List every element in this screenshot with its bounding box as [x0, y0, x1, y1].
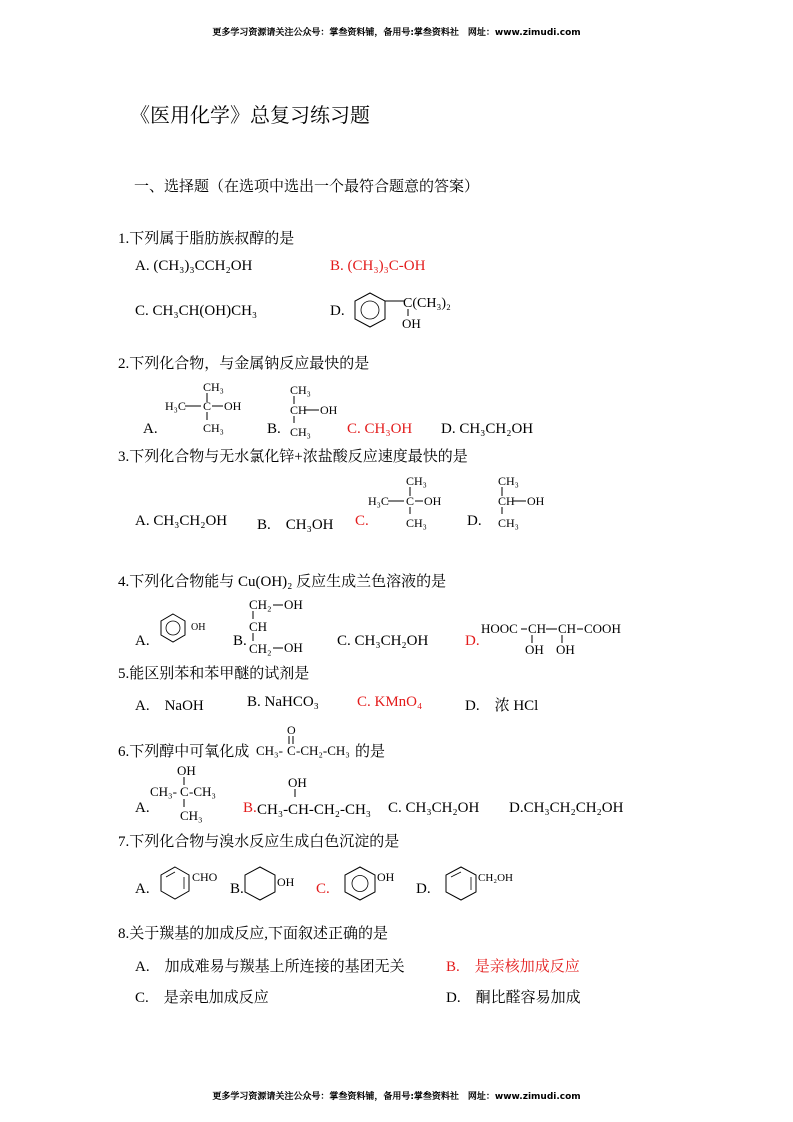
q2-a-ch3-bottom: CH₃ — [203, 421, 224, 435]
question-3-stem: 3.下列化合物与无水氯化锌+浓盐酸反应速度最快的是 — [118, 449, 468, 465]
q5-option-a: A. NaOH — [135, 698, 204, 714]
q4-b-oh-top: OH — [284, 597, 303, 612]
q6-option-c: C. CH₃CH₂OH — [388, 800, 480, 816]
q7-d-ch2oh: CH₂OH — [478, 872, 514, 884]
q6-a-pre: CH₃- — [150, 784, 177, 799]
question-6-stem-pre: 6.下列醇中可氧化成 — [118, 744, 250, 760]
q4-b-ch: CH — [249, 619, 268, 634]
q8-option-b: B. 是亲核加成反应 — [446, 959, 580, 975]
q4-d-oh-right: OH — [556, 642, 575, 657]
q7-b-oh: OH — [277, 875, 295, 889]
q6-ketone-pre: CH₃- — [256, 743, 283, 758]
q2-a-oh: OH — [224, 399, 242, 413]
q3-option-c: C. — [355, 513, 369, 529]
q6-ketone-post: -CH₂-CH₃ — [296, 743, 350, 758]
q3-option-b: B. CH₃OH — [257, 517, 334, 533]
q6-a-post: -CH₃ — [189, 784, 216, 799]
q4-b-ch2-top: CH₂ — [249, 597, 272, 612]
q2-b-ch3-bottom: CH₃ — [290, 425, 311, 439]
q7-c-oh: OH — [377, 870, 395, 884]
page-title: 《医用化学》总复习练习题 — [130, 105, 370, 127]
q2-b-oh: OH — [320, 403, 338, 417]
q4-d-hooc: HOOC — [481, 621, 518, 636]
q4-d-oh-left: OH — [525, 642, 544, 657]
question-5-stem: 5.能区别苯和苯甲醚的试剂是 — [118, 666, 310, 682]
q3-c-structure — [368, 472, 458, 532]
section-heading: 一、选择题（在选项中选出一个最符合题意的答案） — [134, 179, 480, 195]
q2-a-structure — [165, 378, 255, 438]
q3-c-c: C — [406, 494, 415, 508]
q4-a-structure — [155, 612, 215, 652]
q4-b-structure — [247, 593, 317, 663]
q2-a-ch3-top: CH₃ — [203, 380, 224, 394]
q6-a-oh: OH — [177, 763, 196, 778]
q2-option-a: A. — [143, 421, 158, 437]
q7-option-b: B. — [230, 881, 244, 897]
q7-a-structure — [157, 865, 232, 905]
question-1-stem: 1.下列属于脂肪族叔醇的是 — [118, 231, 295, 247]
q4-option-b: B. — [233, 633, 247, 649]
q1-option-b: B. (CH₃)₃C-OH — [330, 258, 426, 274]
q4-b-oh-bottom: OH — [284, 640, 303, 655]
page-footer: 更多学习资源请关注公众号：掌叁资料铺，备用号:掌叁资料社 网址：www.zimudi.com — [212, 1092, 581, 1102]
q7-d-structure — [443, 864, 533, 909]
q5-option-b: B. NaHCO₃ — [247, 694, 319, 710]
q2-a-c: C — [203, 399, 212, 413]
q1-d-label: C(CH₃)₂ — [403, 296, 451, 311]
q1-d-structure — [350, 288, 460, 338]
q8-option-a: A. 加成难易与羰基上所连接的基团无关 — [135, 959, 405, 975]
q3-d-ch: CH — [498, 494, 515, 508]
q4-d-ch-right: CH — [558, 621, 577, 636]
page-header: 更多学习资源请关注公众号：掌叁资料铺，备用号:掌叁资料社 网址：www.zimudi.com — [212, 28, 581, 38]
q6-a-ch3-bottom: CH₃ — [180, 808, 203, 823]
q3-option-a: A. CH₃CH₂OH — [135, 513, 228, 529]
q6-b-chain: CH₃-CH-CH₂-CH₃ — [257, 802, 372, 818]
q7-option-a: A. — [135, 881, 150, 897]
q8-option-d: D. 酮比醛容易加成 — [446, 990, 581, 1006]
q3-option-d: D. — [467, 513, 482, 529]
q4-option-d: D. — [465, 633, 480, 649]
q2-option-d: D. CH₃CH₂OH — [441, 421, 534, 437]
q7-option-d: D. — [416, 881, 431, 897]
q6-b-oh: OH — [288, 775, 307, 790]
q3-c-oh: OH — [424, 494, 442, 508]
q1-d-oh: OH — [402, 316, 421, 331]
q6-option-d: D.CH₃CH₂CH₂OH — [509, 800, 624, 816]
q3-c-ch3-top: CH₃ — [406, 474, 427, 488]
question-8-stem: 8.关于羰基的加成反应,下面叙述正确的是 — [118, 926, 389, 942]
q3-d-oh: OH — [527, 494, 545, 508]
q1-option-a: A. (CH₃)₃CCH₂OH — [135, 258, 253, 274]
q2-option-c: C. CH₃OH — [347, 421, 413, 437]
q3-c-ch3-bottom: CH₃ — [406, 516, 427, 530]
q6-ketone-c: C — [287, 743, 296, 758]
q4-option-c: C. CH₃CH₂OH — [337, 633, 429, 649]
question-4-stem: 4.下列化合物能与 Cu(OH)₂ 反应生成兰色溶液的是 — [118, 574, 447, 590]
q5-option-d: D. 浓 HCl — [465, 698, 539, 714]
q4-d-ch-left: CH — [528, 621, 547, 636]
q7-option-c: C. — [316, 881, 330, 897]
q6-option-a: A. — [135, 800, 150, 816]
q4-option-a: A. — [135, 633, 150, 649]
q3-d-structure — [496, 472, 566, 532]
q4-a-oh: OH — [191, 622, 206, 633]
question-6-stem-post: 的是 — [355, 744, 386, 760]
q2-b-ch: CH — [290, 403, 307, 417]
q7-c-structure — [342, 864, 412, 909]
q4-d-cooh: COOH — [584, 621, 621, 636]
q6-a-c: C — [180, 784, 189, 799]
q7-a-cho: CHO — [192, 870, 218, 884]
q5-option-c: C. KMnO₄ — [357, 694, 423, 710]
question-2-stem: 2.下列化合物，与金属钠反应最快的是 — [118, 356, 370, 372]
q3-d-ch3-top: CH₃ — [498, 474, 519, 488]
q2-b-ch3-top: CH₃ — [290, 383, 311, 397]
question-7-stem: 7.下列化合物与溴水反应生成白色沉淀的是 — [118, 834, 400, 850]
q6-ketone-o: O — [287, 723, 296, 737]
q2-a-h3c: H₃C — [165, 399, 186, 413]
q3-c-h3c: H₃C — [368, 494, 389, 508]
q1-option-d: D. — [330, 303, 345, 319]
q8-option-c: C. 是亲电加成反应 — [135, 990, 269, 1006]
q6-b-structure — [257, 774, 387, 819]
q4-d-structure — [481, 617, 631, 662]
q1-option-c: C. CH₃CH(OH)CH₃ — [135, 303, 258, 319]
q4-b-ch2-bottom: CH₂ — [249, 641, 272, 656]
q2-option-b: B. — [267, 421, 281, 437]
q3-d-ch3-bottom: CH₃ — [498, 516, 519, 530]
q6-a-structure — [150, 762, 240, 827]
q6-option-b: B. — [243, 800, 257, 816]
q7-b-structure — [242, 864, 312, 909]
